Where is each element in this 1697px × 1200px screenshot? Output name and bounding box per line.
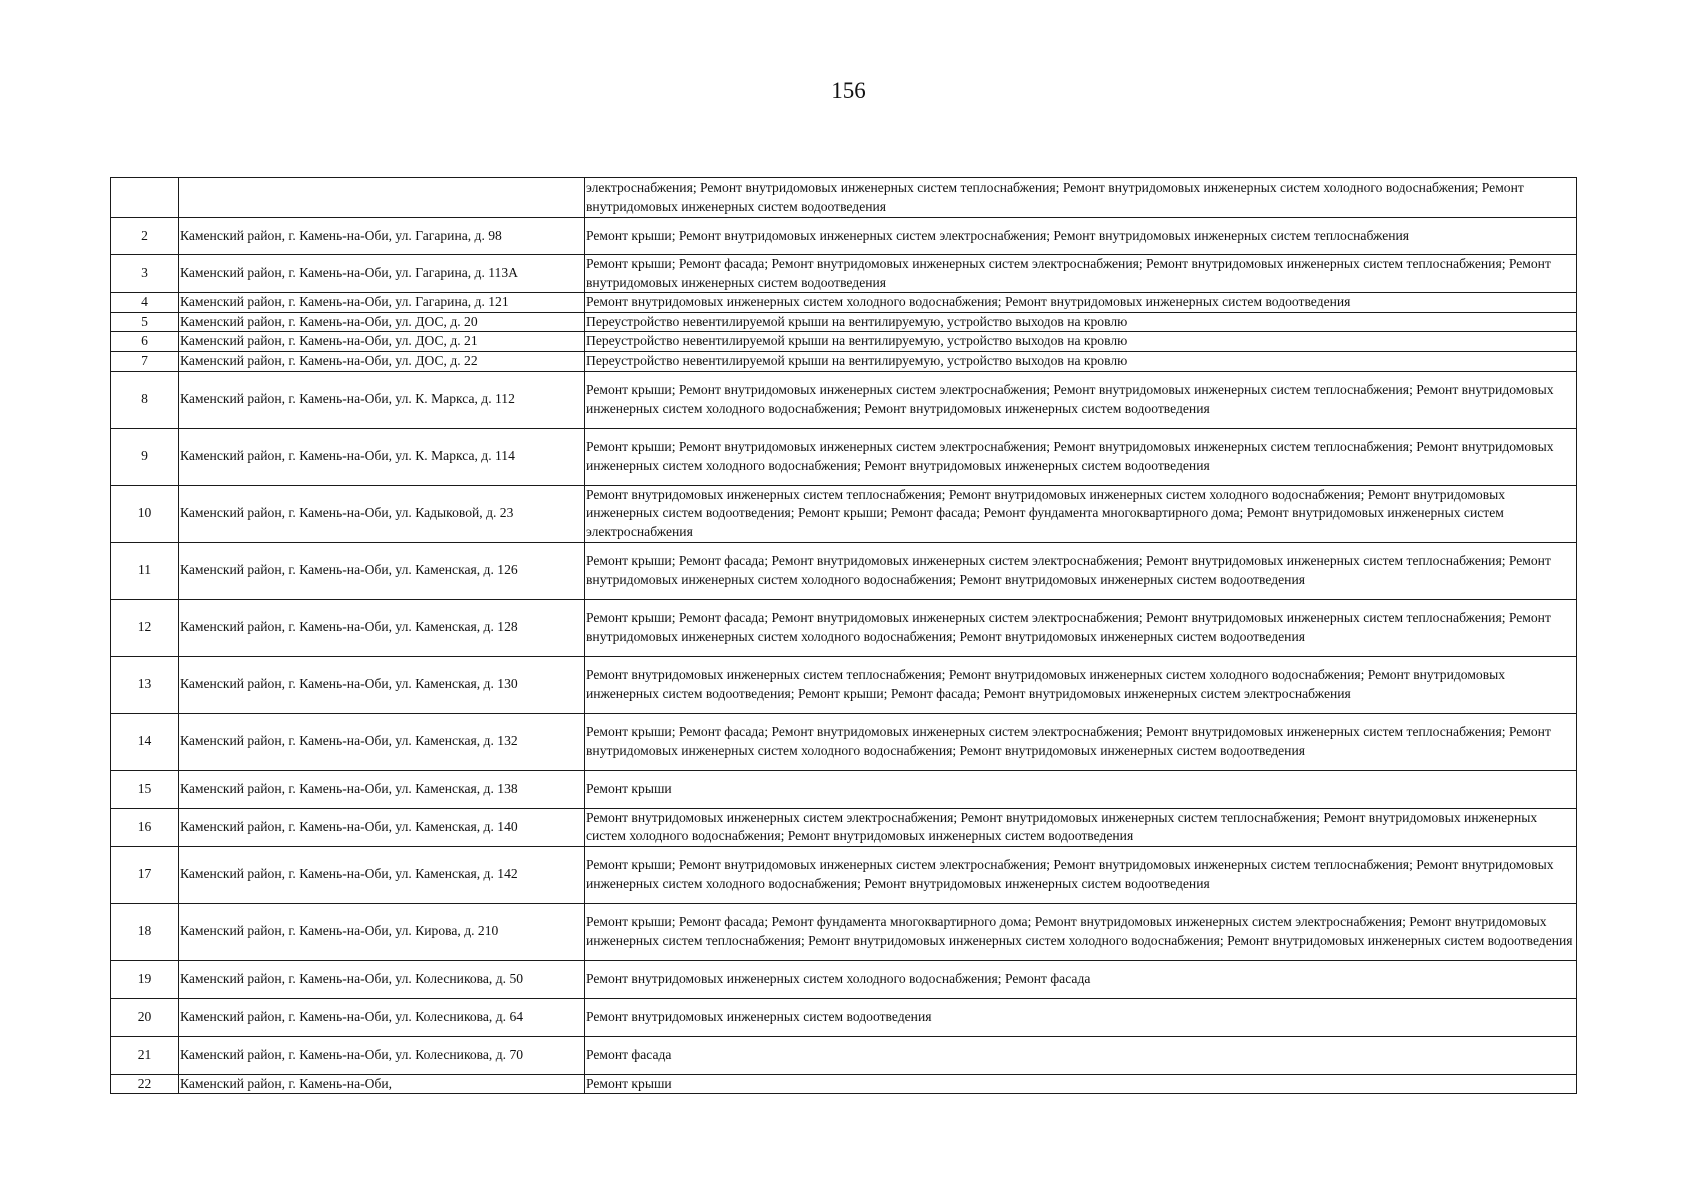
row-number: 17 bbox=[111, 846, 179, 903]
table-row bbox=[111, 599, 1577, 656]
row-works: Ремонт фасада bbox=[585, 1036, 1577, 1074]
row-number: 14 bbox=[111, 713, 179, 770]
row-number: 6 bbox=[111, 332, 179, 352]
row-works: Ремонт внутридомовых инженерных систем холодного водоснабжения; Ремонт фасада bbox=[585, 960, 1577, 998]
row-number: 13 bbox=[111, 656, 179, 713]
row-address: Каменский район, г. Камень-на-Оби, ул. Колесникова, д. 50 bbox=[179, 960, 585, 998]
row-number: 16 bbox=[111, 808, 179, 846]
row-address: Каменский район, г. Камень-на-Оби, ул. Каменская, д. 140 bbox=[179, 808, 585, 846]
table-row bbox=[111, 903, 1577, 960]
row-address: Каменский район, г. Камень-на-Оби, ул. Колесникова, д. 70 bbox=[179, 1036, 585, 1074]
row-number: 8 bbox=[111, 371, 179, 428]
row-works: Ремонт крыши bbox=[585, 1074, 1577, 1094]
row-works: Ремонт крыши bbox=[585, 770, 1577, 808]
row-works: Переустройство невентилируемой крыши на вентилируемую, устройство выходов на кровлю bbox=[585, 312, 1577, 332]
row-address: Каменский район, г. Камень-на-Оби, bbox=[179, 1074, 585, 1094]
repair-works-table bbox=[110, 177, 1577, 1094]
row-number: 18 bbox=[111, 903, 179, 960]
row-works: Ремонт внутридомовых инженерных систем водоотведения bbox=[585, 998, 1577, 1036]
row-address bbox=[179, 178, 585, 218]
row-number: 19 bbox=[111, 960, 179, 998]
table-row bbox=[111, 351, 1577, 371]
row-number: 22 bbox=[111, 1074, 179, 1094]
row-works: Переустройство невентилируемой крыши на вентилируемую, устройство выходов на кровлю bbox=[585, 332, 1577, 352]
row-address: Каменский район, г. Камень-на-Оби, ул. Гагарина, д. 113А bbox=[179, 255, 585, 293]
row-works: Ремонт крыши; Ремонт фасада; Ремонт внутридомовых инженерных систем электроснабжения; Ремонт внутридомовых инженерных систем теплоснабжения; Ремонт внутридомовых инженерных систем холодного водоснабжения; Ремонт внутридомовых инженерных систем водоотведения bbox=[585, 599, 1577, 656]
row-number: 7 bbox=[111, 351, 179, 371]
row-works: Ремонт внутридомовых инженерных систем теплоснабжения; Ремонт внутридомовых инженерных систем холодного водоснабжения; Ремонт внутридомовых инженерных систем водоотведения; Ремонт крыши; Ремонт фасада; Ремонт внутридомовых инженерных систем электроснабжения bbox=[585, 656, 1577, 713]
row-number bbox=[111, 178, 179, 218]
table-row bbox=[111, 371, 1577, 428]
row-works: Переустройство невентилируемой крыши на вентилируемую, устройство выходов на кровлю bbox=[585, 351, 1577, 371]
row-number: 20 bbox=[111, 998, 179, 1036]
table-row bbox=[111, 1036, 1577, 1074]
table-row bbox=[111, 998, 1577, 1036]
table-row bbox=[111, 293, 1577, 313]
row-works: электроснабжения; Ремонт внутридомовых инженерных систем теплоснабжения; Ремонт внутридомовых инженерных систем холодного водоснабжения; Ремонт внутридомовых инженерных систем водоотведения bbox=[585, 178, 1577, 218]
table-row bbox=[111, 542, 1577, 599]
row-number: 3 bbox=[111, 255, 179, 293]
row-address: Каменский район, г. Камень-на-Оби, ул. Каменская, д. 138 bbox=[179, 770, 585, 808]
table-row bbox=[111, 312, 1577, 332]
row-works: Ремонт внутридомовых инженерных систем холодного водоснабжения; Ремонт внутридомовых инженерных систем водоотведения bbox=[585, 293, 1577, 313]
row-number: 21 bbox=[111, 1036, 179, 1074]
row-number: 5 bbox=[111, 312, 179, 332]
table-row bbox=[111, 218, 1577, 255]
row-address: Каменский район, г. Камень-на-Оби, ул. Кадыковой, д. 23 bbox=[179, 485, 585, 542]
table-row bbox=[111, 178, 1577, 218]
row-address: Каменский район, г. Камень-на-Оби, ул. Каменская, д. 142 bbox=[179, 846, 585, 903]
row-address: Каменский район, г. Камень-на-Оби, ул. Кирова, д. 210 bbox=[179, 903, 585, 960]
row-address: Каменский район, г. Камень-на-Оби, ул. Гагарина, д. 121 bbox=[179, 293, 585, 313]
table-row bbox=[111, 846, 1577, 903]
row-works: Ремонт крыши; Ремонт фасада; Ремонт внутридомовых инженерных систем электроснабжения; Ремонт внутридомовых инженерных систем теплоснабжения; Ремонт внутридомовых инженерных систем водоотведения bbox=[585, 255, 1577, 293]
row-works: Ремонт внутридомовых инженерных систем теплоснабжения; Ремонт внутридомовых инженерных систем холодного водоснабжения; Ремонт внутридомовых инженерных систем водоотведения; Ремонт крыши; Ремонт фасада; Ремонт фундамента многоквартирного дома; Ремонт внутридомовых инженерных систем электроснабжения bbox=[585, 485, 1577, 542]
row-number: 12 bbox=[111, 599, 179, 656]
row-works: Ремонт крыши; Ремонт фасада; Ремонт внутридомовых инженерных систем электроснабжения; Ремонт внутридомовых инженерных систем теплоснабжения; Ремонт внутридомовых инженерных систем холодного водоснабжения; Ремонт внутридомовых инженерных систем водоотведения bbox=[585, 713, 1577, 770]
row-works: Ремонт крыши; Ремонт фасада; Ремонт фундамента многоквартирного дома; Ремонт внутридомовых инженерных систем электроснабжения; Ремонт внутридомовых инженерных систем теплоснабжения; Ремонт внутридомовых инженерных систем холодного водоснабжения; Ремонт внутридомовых инженерных систем водоотведения bbox=[585, 903, 1577, 960]
row-works: Ремонт крыши; Ремонт внутридомовых инженерных систем электроснабжения; Ремонт внутридомовых инженерных систем теплоснабжения; Ремонт внутридомовых инженерных систем холодного водоснабжения; Ремонт внутридомовых инженерных систем водоотведения bbox=[585, 428, 1577, 485]
row-works: Ремонт крыши; Ремонт внутридомовых инженерных систем электроснабжения; Ремонт внутридомовых инженерных систем теплоснабжения; Ремонт внутридомовых инженерных систем холодного водоснабжения; Ремонт внутридомовых инженерных систем водоотведения bbox=[585, 846, 1577, 903]
table-row bbox=[111, 428, 1577, 485]
row-number: 2 bbox=[111, 218, 179, 255]
row-works: Ремонт внутридомовых инженерных систем электроснабжения; Ремонт внутридомовых инженерных систем теплоснабжения; Ремонт внутридомовых инженерных систем холодного водоснабжения; Ремонт внутридомовых инженерных систем водоотведения bbox=[585, 808, 1577, 846]
row-address: Каменский район, г. Камень-на-Оби, ул. Гагарина, д. 98 bbox=[179, 218, 585, 255]
table-row bbox=[111, 770, 1577, 808]
table-row bbox=[111, 960, 1577, 998]
row-address: Каменский район, г. Камень-на-Оби, ул. Каменская, д. 128 bbox=[179, 599, 585, 656]
row-works: Ремонт крыши; Ремонт внутридомовых инженерных систем электроснабжения; Ремонт внутридомовых инженерных систем теплоснабжения bbox=[585, 218, 1577, 255]
row-address: Каменский район, г. Камень-на-Оби, ул. Каменская, д. 130 bbox=[179, 656, 585, 713]
row-number: 11 bbox=[111, 542, 179, 599]
row-address: Каменский район, г. Камень-на-Оби, ул. Каменская, д. 126 bbox=[179, 542, 585, 599]
table-row bbox=[111, 1074, 1577, 1094]
row-works: Ремонт крыши; Ремонт внутридомовых инженерных систем электроснабжения; Ремонт внутридомовых инженерных систем теплоснабжения; Ремонт внутридомовых инженерных систем холодного водоснабжения; Ремонт внутридомовых инженерных систем водоотведения bbox=[585, 371, 1577, 428]
row-address: Каменский район, г. Камень-на-Оби, ул. К. Маркса, д. 114 bbox=[179, 428, 585, 485]
row-address: Каменский район, г. Камень-на-Оби, ул. ДОС, д. 22 bbox=[179, 351, 585, 371]
table-row bbox=[111, 255, 1577, 293]
table-row bbox=[111, 713, 1577, 770]
row-works: Ремонт крыши; Ремонт фасада; Ремонт внутридомовых инженерных систем электроснабжения; Ремонт внутридомовых инженерных систем теплоснабжения; Ремонт внутридомовых инженерных систем холодного водоснабжения; Ремонт внутридомовых инженерных систем водоотведения bbox=[585, 542, 1577, 599]
row-number: 9 bbox=[111, 428, 179, 485]
table-row bbox=[111, 485, 1577, 542]
row-address: Каменский район, г. Камень-на-Оби, ул. Каменская, д. 132 bbox=[179, 713, 585, 770]
row-address: Каменский район, г. Камень-на-Оби, ул. К. Маркса, д. 112 bbox=[179, 371, 585, 428]
row-address: Каменский район, г. Камень-на-Оби, ул. ДОС, д. 21 bbox=[179, 332, 585, 352]
row-address: Каменский район, г. Камень-на-Оби, ул. Колесникова, д. 64 bbox=[179, 998, 585, 1036]
row-number: 10 bbox=[111, 485, 179, 542]
table-row bbox=[111, 332, 1577, 352]
row-number: 15 bbox=[111, 770, 179, 808]
row-number: 4 bbox=[111, 293, 179, 313]
table-row bbox=[111, 808, 1577, 846]
row-address: Каменский район, г. Камень-на-Оби, ул. ДОС, д. 20 bbox=[179, 312, 585, 332]
page-number: 156 bbox=[831, 78, 866, 103]
table-row bbox=[111, 656, 1577, 713]
